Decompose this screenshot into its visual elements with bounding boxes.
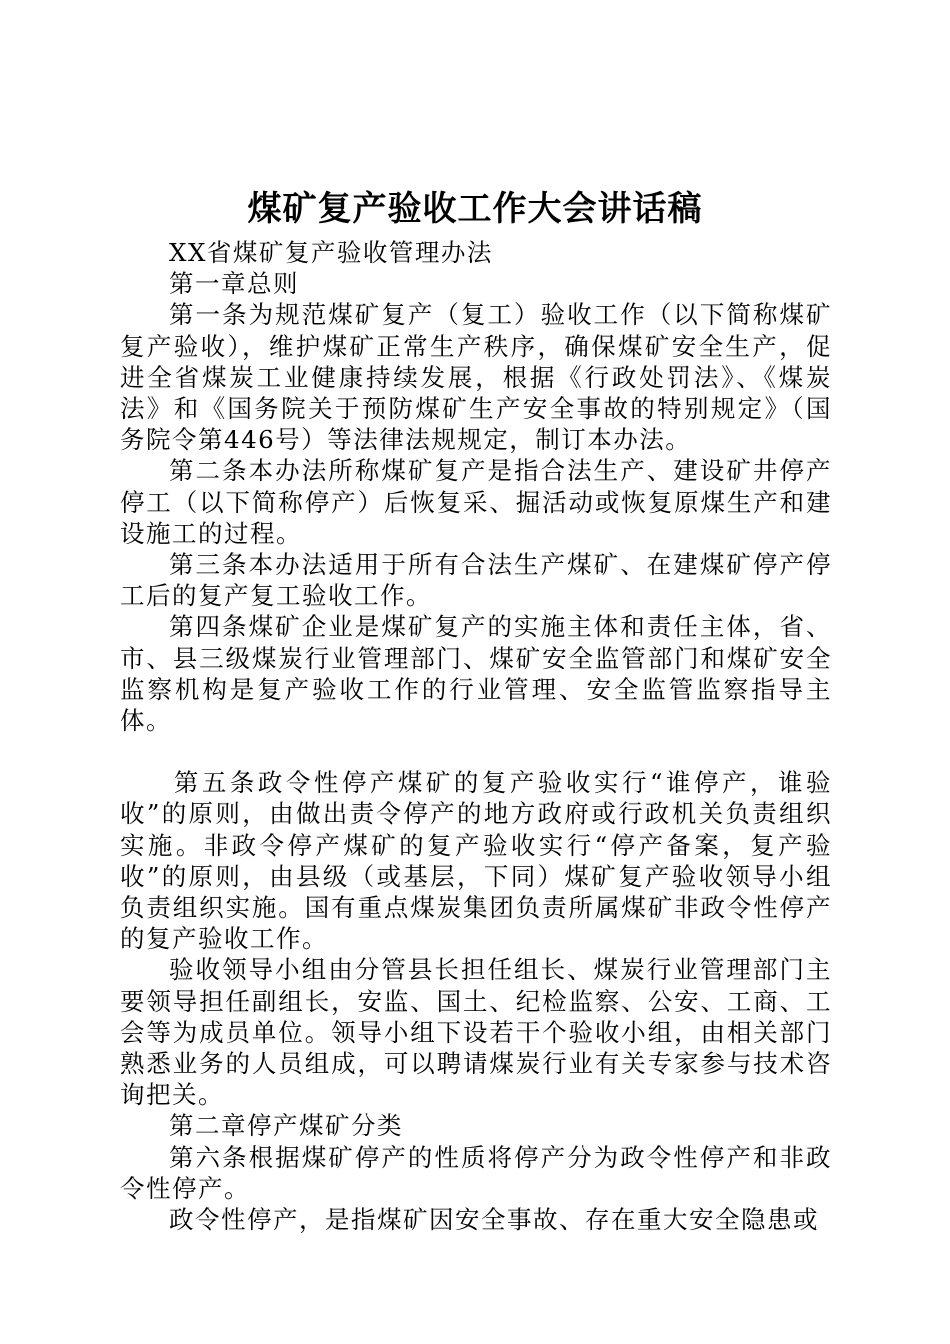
paragraph-regulation-name: XX省煤矿复产验收管理办法 [169,238,493,267]
paragraph-chapter-two: 第二章停产煤矿分类 [169,1111,403,1141]
paragraph-article-five: 第五条政令性停产煤矿的复产验收实行“谁停产，谁验收”的原则，由做出责令停产的地方政府或行政机关负责组织实施。非政令停产煤矿的复产验收实行“停产备案，复产验收”的原则，由县级（或基层，下同）煤矿复产验收领导小组负责组织实施。国有重点煤炭集团负责所属煤矿非政令性停产的复产验收工作。 [120,768,832,954]
paragraph-article-six: 第六条根据煤矿停产的性质将停产分为政令性停产和非政令性停产。 [120,1142,832,1203]
paragraph-leadership-group: 验收领导小组由分管县长担任组长、煤炭行业管理部门主要领导担任副组长，安监、国土、纪检监察、公安、工商、工会等为成员单位。领导小组下设若干个验收小组，由相关部门熟悉业务的人员组成，可以聘请煤炭行业有关专家参与技术咨询把关。 [120,955,832,1110]
paragraph-article-one: 第一条为规范煤矿复产（复工）验收工作（以下简称煤矿复产验收），维护煤矿正常生产秩序，确保煤矿安全生产，促进全省煤炭工业健康持续发展，根据《行政处罚法》、《煤炭法》和《国务院关于预防煤矿生产安全事故的特别规定》（国务院令第446号）等法律法规规定，制订本办法。 [120,300,832,455]
document-title: 煤矿复产验收工作大会讲话稿 [247,189,703,229]
paragraph-spacer [120,736,832,767]
document-body [120,237,832,1235]
paragraph-article-three: 第三条本办法适用于所有合法生产煤矿、在建煤矿停产停工后的复产复工验收工作。 [120,550,832,611]
paragraph-mandatory-shutdown: 政令性停产，是指煤矿因安全事故、存在重大安全隐患或 [169,1205,819,1235]
paragraph-article-four: 第四条煤矿企业是煤矿复产的实施主体和责任主体，省、市、县三级煤炭行业管理部门、煤矿安全监管部门和煤矿安全监察机构是复产验收工作的行业管理、安全监管监察指导主体。 [120,612,832,736]
paragraph-article-two: 第二条本办法所称煤矿复产是指合法生产、建设矿井停产停工（以下简称停产）后恢复采、掘活动或恢复原煤生产和建设施工的过程。 [120,456,832,548]
paragraph-chapter-one: 第一章总则 [169,269,299,299]
